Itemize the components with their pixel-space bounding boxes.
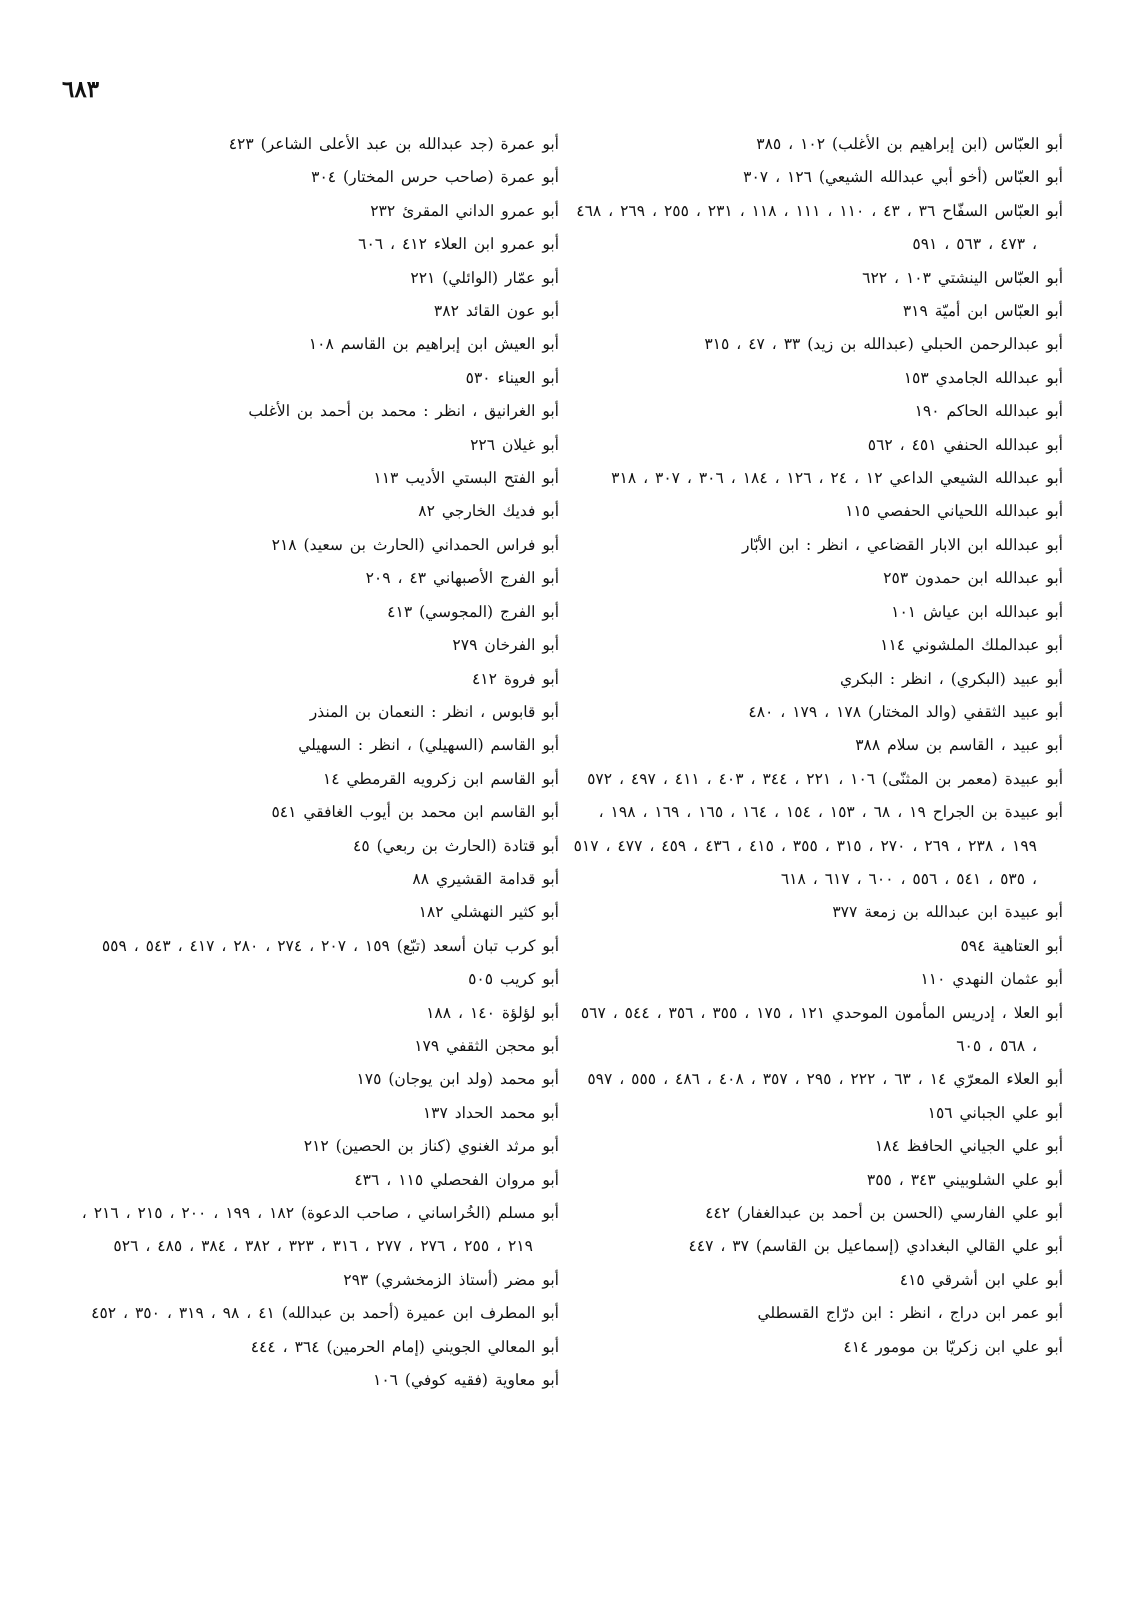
index-entry: أبو قدامة القشيري ٨٨: [412, 869, 559, 888]
index-entry: أبو العبّاس (ابن إبراهيم بن الأغلب) ١٠٢ ، ٣٨٥: [756, 135, 1063, 153]
index-entry: أبو القاسم ابن زكرويه القرمطي ١٤: [322, 769, 559, 788]
index-entry: أبو علي الجباني ١٥٦: [927, 1103, 1063, 1122]
index-entry: أبو عمرو ابن العلاء ٤١٢ ، ٦٠٦: [358, 235, 559, 254]
index-entry: أبو الفرج الأصبهاني ٤٣ ، ٢٠٩: [365, 569, 559, 588]
index-entry: أبو العيش ابن إبراهيم بن القاسم ١٠٨: [308, 335, 559, 354]
index-entry: أبو معاوية (فقيه كوفي) ١٠٦: [373, 1371, 559, 1390]
index-entry: أبو المطرف ابن عميرة (أحمد بن عبدالله) ٤١ ، ٩٨ ، ٣١٩ ، ٣٥٠ ، ٤٥٢: [91, 1304, 559, 1323]
index-entry: أبو محمد (ولد ابن يوجان) ١٧٥: [356, 1070, 559, 1089]
index-column-right: [573, 128, 1063, 1364]
index-entry: أبو كثير النهشلي ١٨٢: [418, 903, 559, 922]
index-entry: أبو علي ابن زكريّا بن مومور ٤١٤: [843, 1337, 1063, 1356]
index-entry: أبو عبيدة ابن عبدالله بن زمعة ٣٧٧: [832, 903, 1063, 922]
index-entry: أبو الغرانيق ، انظر : محمد بن أحمد بن الأغلب: [248, 402, 559, 421]
index-entry: أبو فديك الخارجي ٨٢: [418, 502, 559, 521]
index-entry: أبو عبدالله ابن عياش ١٠١: [891, 602, 1063, 621]
index-entry: أبو عبيد ، القاسم بن سلام ٣٨٨: [855, 736, 1063, 755]
index-entry: أبو علي القالي البغدادي (إسماعيل بن القاسم) ٣٧ ، ٤٤٧: [688, 1237, 1063, 1256]
index-entry: أبو عبدالله الحاكم ١٩٠: [914, 402, 1063, 421]
index-entry: أبو فروة ٤١٢: [471, 669, 559, 688]
index-entry: أبو عبدالله ابن الابار القضاعي ، انظر : ابن الأبّار: [742, 535, 1063, 554]
index-entry: أبو كريب ٥٠٥: [468, 970, 559, 989]
index-entry: أبو علي الفارسي (الحسن بن أحمد بن عبدالغفار) ٤٤٢: [705, 1204, 1063, 1222]
index-entry: أبو الفرخان ٢٧٩: [452, 636, 559, 655]
index-entry: أبو المعالي الجويني (إمام الحرمين) ٣٦٤ ، ٤٤٤: [250, 1337, 559, 1356]
index-entry: أبو الفتح البستي الأديب ١١٣: [373, 469, 559, 488]
index-entry: أبو عبيد (البكري) ، انظر : البكري: [839, 669, 1063, 688]
index-entry: أبو القاسم (السهيلي) ، انظر : السهيلي: [298, 736, 559, 755]
index-entry: أبو عبدالله الشيعي الداعي ١٢ ، ٢٤ ، ١٢٦ ، ١٨٤ ، ٣٠٦ ، ٣٠٧ ، ٣١٨: [611, 469, 1063, 488]
index-entry: أبو العيناء ٥٣٠: [465, 368, 559, 387]
index-entry: أبو عمّار (الوائلي) ٢٢١: [410, 268, 559, 287]
index-entry: أبو عمرة (صاحب حرس المختار) ٣٠٤: [311, 168, 559, 187]
index-entry: أبو عمر ابن دراج ، انظر : ابن درّاج القسطلي: [757, 1304, 1063, 1323]
index-entry: أبو كرب تبان أسعد (تبّع) ١٥٩ ، ٢٠٧ ، ٢٧٤ ، ٢٨٠ ، ٤١٧ ، ٥٤٣ ، ٥٥٩: [101, 936, 559, 955]
index-entry: أبو فراس الحمداني (الحارث بن سعيد) ٢١٨: [271, 535, 559, 554]
index-entry: أبو عبدالملك الملشوني ١١٤: [880, 636, 1063, 655]
index-entry: أبو القاسم ابن محمد بن أيوب الغافقي ٥٤١: [271, 803, 559, 822]
index-entry: أبو العبّاس ابن أميّة ٣١٩: [902, 302, 1063, 321]
index-entry: أبو العلا ، إدريس المأمون الموحدي ١٢١ ، ١٧٥ ، ٣٥٥ ، ٣٥٦ ، ٥٤٤ ، ٥٦٧ ، ٥٦٨ ، ٦٠٥: [580, 1003, 1063, 1055]
index-entry: أبو عون القائد ٣٨٢: [433, 302, 559, 321]
index-entry: أبو مروان الفحصلي ١١٥ ، ٤٣٦: [354, 1170, 559, 1189]
index-entry: أبو قابوس ، انظر : النعمان بن المنذر: [309, 702, 559, 721]
index-entry: أبو عبدالله الحنفي ٤٥١ ، ٥٦٢: [867, 435, 1063, 454]
index-entry: أبو مرثد الغنوي (كناز بن الحصين) ٢١٢: [303, 1137, 559, 1156]
index-entry: أبو علي الجياني الحافظ ١٨٤: [874, 1137, 1063, 1156]
index-entry: أبو علي الشلوبيني ٣٤٣ ، ٣٥٥: [866, 1170, 1063, 1189]
index-entry: أبو عبيدة (معمر بن المثنّى) ١٠٦ ، ٢٢١ ، ٣٤٤ ، ٤٠٣ ، ٤١١ ، ٤٩٧ ، ٥٧٢: [587, 769, 1063, 788]
index-column-left: [79, 128, 559, 1397]
index-entry: أبو العبّاس (أخو أبي عبدالله الشيعي) ١٢٦ ، ٣٠٧: [743, 168, 1063, 187]
index-entry: أبو عثمان النهدي ١١٠: [920, 970, 1063, 989]
index-entry: أبو عبيد الثقفي (والد المختار) ١٧٨ ، ١٧٩ ، ٤٨٠: [748, 702, 1063, 721]
index-entry: أبو العبّاس السفّاح ٣٦ ، ٤٣ ، ١١٠ ، ١١١ ، ١١٨ ، ٢٣١ ، ٢٥٥ ، ٢٦٩ ، ٤٦٨ ، ٤٧٣ ، ٥٦٣ ، ٥٩١: [576, 201, 1063, 254]
index-entry: أبو مضر (أستاذ الزمخشري) ٢٩٣: [343, 1270, 559, 1289]
page-number: ٦٨٣: [62, 76, 100, 103]
index-entry: أبو عمرة (جد عبدالله بن عبد الأعلى الشاعر) ٤٢٣: [228, 135, 559, 153]
index-entry: أبو مسلم (الخُراساني ، صاحب الدعوة) ١٨٢ ، ١٩٩ ، ٢٠٠ ، ٢١٥ ، ٢١٦ ، ٢١٩ ، ٢٥٥ ، ٢٧٦ ، ٢٧٧ ، ٣١٦ ، ٣٢٣ ، ٣٨٢ ، ٣٨٤ ، ٤٨٥ ، ٥٢٦: [81, 1204, 559, 1256]
index-entry: أبو عمرو الداني المقرئ ٢٣٢: [370, 201, 559, 220]
index-entry: أبو قتادة (الحارث بن ربعي) ٤٥: [353, 836, 559, 855]
index-entry: أبو عبدالرحمن الحبلي (عبدالله بن زيد) ٣٣ ، ٤٧ ، ٣١٥: [704, 335, 1063, 354]
index-entry: أبو غيلان ٢٢٦: [470, 435, 559, 454]
index-entry: أبو العتاهية ٥٩٤: [960, 936, 1063, 955]
index-entry: أبو العلاء المعرّي ١٤ ، ٦٣ ، ٢٢٢ ، ٢٩٥ ، ٣٥٧ ، ٤٠٨ ، ٤٨٦ ، ٥٥٥ ، ٥٩٧: [587, 1070, 1063, 1089]
index-entry: أبو محجن الثقفي ١٧٩: [414, 1036, 559, 1055]
index-entry: أبو لؤلؤة ١٤٠ ، ١٨٨: [426, 1003, 559, 1022]
index-entry: أبو عبدالله الجامدي ١٥٣: [903, 368, 1063, 387]
index-entry: أبو علي ابن أشرقي ٤١٥: [899, 1270, 1063, 1289]
index-entry: أبو عبدالله ابن حمدون ٢٥٣: [883, 569, 1063, 588]
index-entry: أبو محمد الحداد ١٣٧: [422, 1103, 559, 1122]
index-entry: أبو عبيدة بن الجراح ١٩ ، ٦٨ ، ١٥٣ ، ١٥٤ ، ١٦٤ ، ١٦٥ ، ١٦٩ ، ١٩٨ ، ١٩٩ ، ٢٣٨ ، ٢٦٩ ، ٢٧٠ ، ٣١٥ ، ٣٥٥ ، ٤١٥ ، ٤٣٦ ، ٤٥٩ ، ٤٧٧ ، ٥١٧ ، ٥٣٥ ، ٥٤١ ، ٥٥٦ ، ٦٠٠ ، ٦١٧ ، ٦١٨: [573, 803, 1063, 888]
index-entry: أبو العبّاس الينشتي ١٠٣ ، ٦٢٢: [862, 268, 1063, 287]
index-entry: أبو الفرج (المجوسي) ٤١٣: [387, 602, 559, 621]
index-entry: أبو عبدالله اللحياني الحفصي ١١٥: [845, 502, 1063, 521]
